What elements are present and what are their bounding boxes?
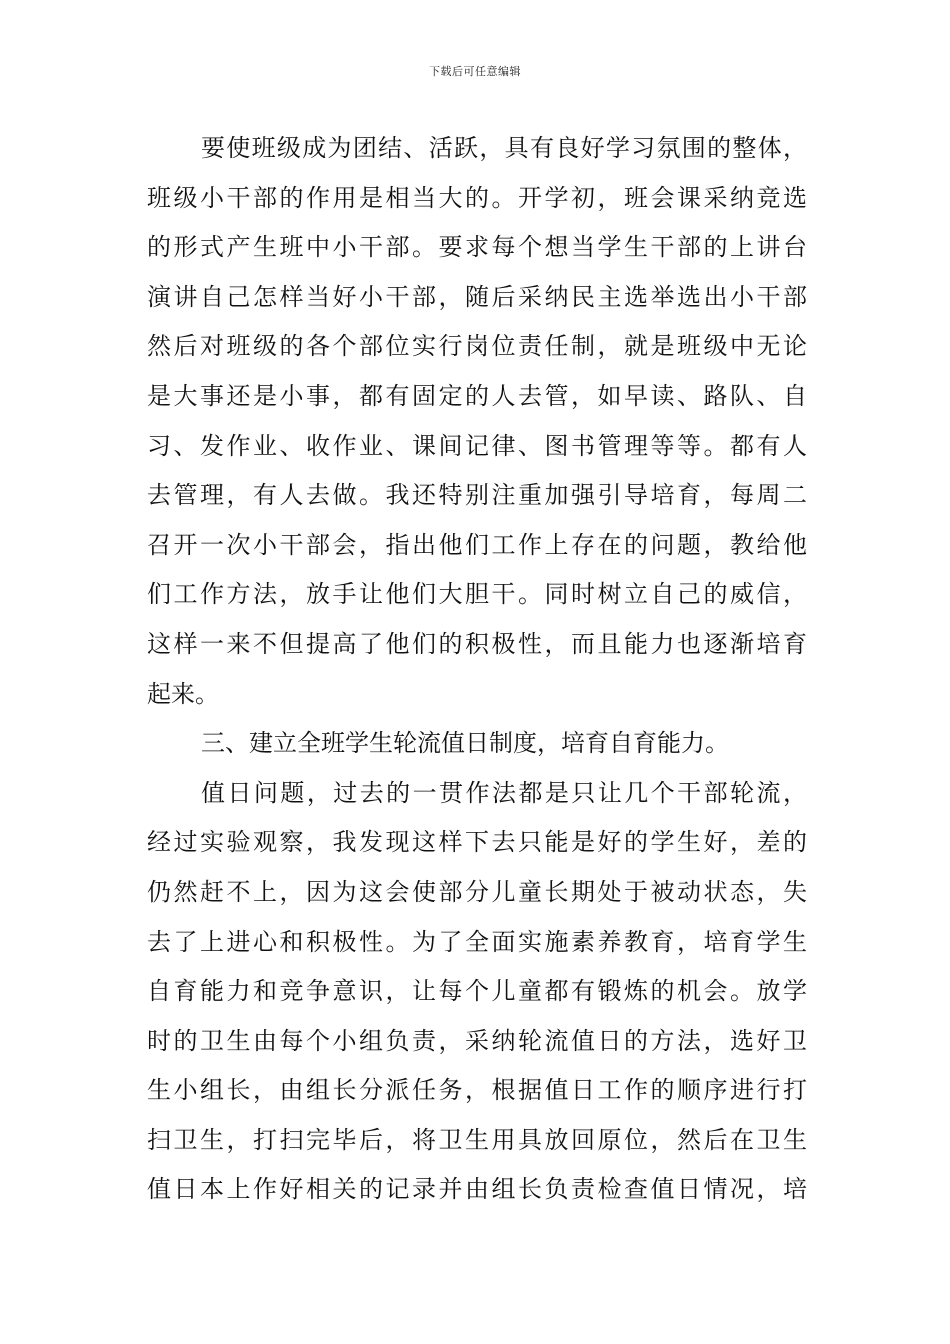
text-line: 要使班级成为团结、活跃，具有良好学习氛围的整体， xyxy=(201,134,807,162)
paragraph-class-cadres xyxy=(147,124,807,719)
text-line: 时的卫生由每个小组负责，采纳轮流值日的方法，选好卫 xyxy=(147,1026,807,1055)
document-body xyxy=(147,124,807,1215)
text-line: 值日问题，过去的一贯作法都是只让几个干部轮流， xyxy=(201,778,807,807)
text-line: 的形式产生班中小干部。要求每个想当学生干部的上讲台 xyxy=(147,233,807,262)
text-line: 们工作方法，放手让他们大胆干。同时树立自己的威信， xyxy=(147,580,807,609)
text-line: 值日本上作好相关的记录并由组长负责检查值日情况，培 xyxy=(147,1175,807,1204)
text-line: 扫卫生，打扫完毕后，将卫生用具放回原位，然后在卫生 xyxy=(147,1125,807,1154)
text-line: 仍然赶不上，因为这会使部分儿童长期处于被动状态，失 xyxy=(147,877,807,906)
text-line: 起来。 xyxy=(147,679,219,708)
text-line: 是大事还是小事，都有固定的人去管，如早读、路队、自 xyxy=(147,381,807,410)
paragraph-duty-rotation xyxy=(147,769,807,1215)
text-line: 然后对班级的各个部位实行岗位责任制，就是班级中无论 xyxy=(147,332,807,361)
text-line: 习、发作业、收作业、课间记律、图书管理等等。都有人 xyxy=(147,431,807,460)
text-line: 经过实验观察，我发现这样下去只能是好的学生好，差的 xyxy=(147,828,807,857)
text-line: 去管理，有人去做。我还特别注重加强引导培育，每周二 xyxy=(147,481,807,510)
text-line: 这样一来不但提高了他们的积极性，而且能力也逐渐培育 xyxy=(147,629,807,658)
text-line: 召开一次小干部会，指出他们工作上存在的问题，教给他 xyxy=(147,530,807,559)
text-line: 班级小干部的作用是相当大的。开学初，班会课采纳竞选 xyxy=(147,183,807,212)
page-header: 下载后可任意编辑 xyxy=(429,65,521,78)
text-line: 生小组长，由组长分派任务，根据值日工作的顺序进行打 xyxy=(147,1076,807,1105)
text-line: 去了上进心和积极性。为了全面实施素养教育，培育学生 xyxy=(147,927,807,956)
text-line: 自育能力和竞争意识，让每个儿童都有锻炼的机会。放学 xyxy=(147,977,807,1006)
section-heading: 三、建立全班学生轮流值日制度，培育自育能力。 xyxy=(201,729,729,758)
section-heading-paragraph xyxy=(147,719,807,769)
text-line: 演讲自己怎样当好小干部，随后采纳民主选举选出小干部 xyxy=(147,282,807,311)
